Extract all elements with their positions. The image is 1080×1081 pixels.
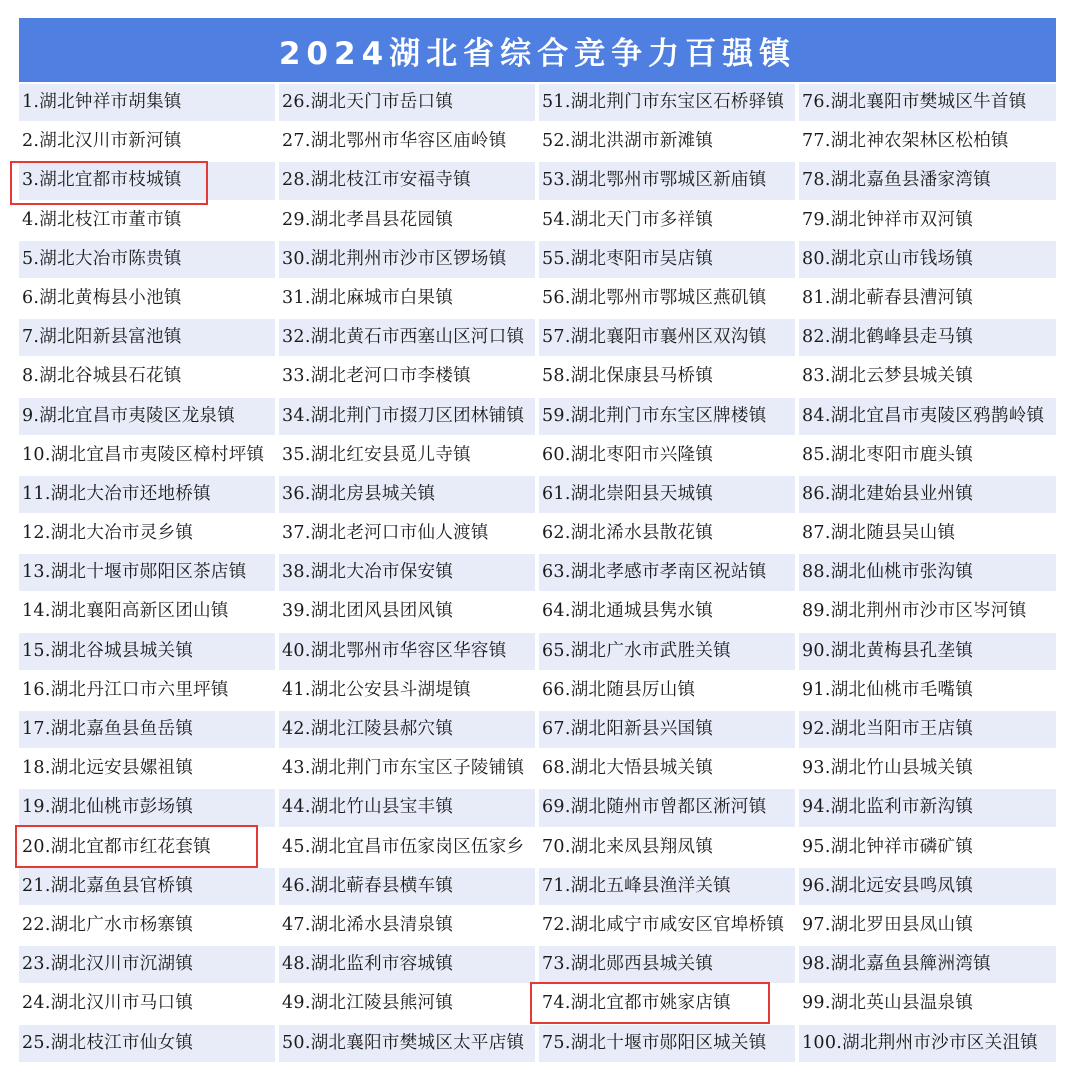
ranking-entry: 68.湖北大悟县城关镇 — [539, 750, 795, 787]
ranking-entry: 75.湖北十堰市郧阳区城关镇 — [539, 1025, 795, 1062]
ranking-entry: 70.湖北来凤县翔凤镇 — [539, 829, 795, 866]
ranking-entry: 88.湖北仙桃市张沟镇 — [799, 554, 1056, 591]
ranking-entry: 74.湖北宜都市姚家店镇 — [539, 985, 795, 1022]
ranking-entry: 33.湖北老河口市李楼镇 — [279, 358, 535, 395]
ranking-entry: 38.湖北大冶市保安镇 — [279, 554, 535, 591]
ranking-entry: 96.湖北远安县鸣凤镇 — [799, 868, 1056, 905]
ranking-entry: 12.湖北大冶市灵乡镇 — [19, 515, 275, 552]
ranking-entry: 94.湖北监利市新沟镇 — [799, 789, 1056, 826]
ranking-grid — [19, 84, 1056, 1063]
ranking-entry: 3.湖北宜都市枝城镇 — [19, 162, 275, 199]
ranking-entry: 91.湖北仙桃市毛嘴镇 — [799, 672, 1056, 709]
ranking-entry: 32.湖北黄石市西塞山区河口镇 — [279, 319, 535, 356]
ranking-entry: 16.湖北丹江口市六里坪镇 — [19, 672, 275, 709]
ranking-entry: 76.湖北襄阳市樊城区牛首镇 — [799, 84, 1056, 121]
ranking-entry: 80.湖北京山市钱场镇 — [799, 241, 1056, 278]
ranking-entry: 57.湖北襄阳市襄州区双沟镇 — [539, 319, 795, 356]
ranking-entry: 69.湖北随州市曾都区淅河镇 — [539, 789, 795, 826]
ranking-entry: 26.湖北天门市岳口镇 — [279, 84, 535, 121]
ranking-entry: 79.湖北钟祥市双河镇 — [799, 202, 1056, 239]
ranking-entry: 8.湖北谷城县石花镇 — [19, 358, 275, 395]
ranking-entry: 61.湖北崇阳县天城镇 — [539, 476, 795, 513]
ranking-entry: 21.湖北嘉鱼县官桥镇 — [19, 868, 275, 905]
ranking-entry: 78.湖北嘉鱼县潘家湾镇 — [799, 162, 1056, 199]
ranking-entry: 89.湖北荆州市沙市区岑河镇 — [799, 593, 1056, 630]
ranking-entry: 67.湖北阳新县兴国镇 — [539, 711, 795, 748]
ranking-entry: 77.湖北神农架林区松柏镇 — [799, 123, 1056, 160]
ranking-entry: 37.湖北老河口市仙人渡镇 — [279, 515, 535, 552]
ranking-entry: 35.湖北红安县觅儿寺镇 — [279, 437, 535, 474]
ranking-entry: 30.湖北荆州市沙市区锣场镇 — [279, 241, 535, 278]
ranking-entry: 90.湖北黄梅县孔垄镇 — [799, 633, 1056, 670]
ranking-entry: 2.湖北汉川市新河镇 — [19, 123, 275, 160]
ranking-entry: 58.湖北保康县马桥镇 — [539, 358, 795, 395]
ranking-entry: 1.湖北钟祥市胡集镇 — [19, 84, 275, 121]
ranking-entry: 54.湖北天门市多祥镇 — [539, 202, 795, 239]
ranking-entry: 51.湖北荆门市东宝区石桥驿镇 — [539, 84, 795, 121]
ranking-entry: 27.湖北鄂州市华容区庙岭镇 — [279, 123, 535, 160]
ranking-entry: 23.湖北汉川市沉湖镇 — [19, 946, 275, 983]
ranking-entry: 56.湖北鄂州市鄂城区燕矶镇 — [539, 280, 795, 317]
ranking-entry: 41.湖北公安县斗湖堤镇 — [279, 672, 535, 709]
ranking-entry: 92.湖北当阳市王店镇 — [799, 711, 1056, 748]
ranking-entry: 28.湖北枝江市安福寺镇 — [279, 162, 535, 199]
ranking-entry: 86.湖北建始县业州镇 — [799, 476, 1056, 513]
ranking-entry: 22.湖北广水市杨寨镇 — [19, 907, 275, 944]
ranking-entry: 11.湖北大冶市还地桥镇 — [19, 476, 275, 513]
ranking-entry: 6.湖北黄梅县小池镇 — [19, 280, 275, 317]
ranking-entry: 99.湖北英山县温泉镇 — [799, 985, 1056, 1022]
ranking-entry: 64.湖北通城县隽水镇 — [539, 593, 795, 630]
ranking-entry: 97.湖北罗田县凤山镇 — [799, 907, 1056, 944]
ranking-entry: 81.湖北蕲春县漕河镇 — [799, 280, 1056, 317]
page-title: 2024湖北省综合竞争力百强镇 — [19, 18, 1056, 82]
ranking-entry: 40.湖北鄂州市华容区华容镇 — [279, 633, 535, 670]
ranking-entry: 50.湖北襄阳市樊城区太平店镇 — [279, 1025, 535, 1062]
ranking-entry: 10.湖北宜昌市夷陵区樟村坪镇 — [19, 437, 275, 474]
ranking-entry: 4.湖北枝江市董市镇 — [19, 202, 275, 239]
ranking-entry: 15.湖北谷城县城关镇 — [19, 633, 275, 670]
ranking-entry: 31.湖北麻城市白果镇 — [279, 280, 535, 317]
ranking-entry: 24.湖北汉川市马口镇 — [19, 985, 275, 1022]
ranking-entry: 20.湖北宜都市红花套镇 — [19, 829, 275, 866]
ranking-entry: 44.湖北竹山县宝丰镇 — [279, 789, 535, 826]
ranking-entry: 93.湖北竹山县城关镇 — [799, 750, 1056, 787]
ranking-entry: 87.湖北随县吴山镇 — [799, 515, 1056, 552]
ranking-entry: 19.湖北仙桃市彭场镇 — [19, 789, 275, 826]
ranking-entry: 100.湖北荆州市沙市区关沮镇 — [799, 1025, 1056, 1062]
ranking-entry: 5.湖北大冶市陈贵镇 — [19, 241, 275, 278]
ranking-entry: 48.湖北监利市容城镇 — [279, 946, 535, 983]
ranking-entry: 36.湖北房县城关镇 — [279, 476, 535, 513]
ranking-entry: 13.湖北十堰市郧阳区茶店镇 — [19, 554, 275, 591]
ranking-entry: 85.湖北枣阳市鹿头镇 — [799, 437, 1056, 474]
ranking-entry: 66.湖北随县厉山镇 — [539, 672, 795, 709]
ranking-entry: 55.湖北枣阳市吴店镇 — [539, 241, 795, 278]
ranking-entry: 7.湖北阳新县富池镇 — [19, 319, 275, 356]
ranking-entry: 98.湖北嘉鱼县簰洲湾镇 — [799, 946, 1056, 983]
ranking-table — [19, 18, 1056, 1063]
ranking-entry: 62.湖北浠水县散花镇 — [539, 515, 795, 552]
ranking-entry: 42.湖北江陵县郝穴镇 — [279, 711, 535, 748]
ranking-entry: 14.湖北襄阳高新区团山镇 — [19, 593, 275, 630]
ranking-entry: 72.湖北咸宁市咸安区官埠桥镇 — [539, 907, 795, 944]
ranking-entry: 84.湖北宜昌市夷陵区鸦鹊岭镇 — [799, 398, 1056, 435]
ranking-entry: 73.湖北郧西县城关镇 — [539, 946, 795, 983]
ranking-entry: 29.湖北孝昌县花园镇 — [279, 202, 535, 239]
ranking-entry: 25.湖北枝江市仙女镇 — [19, 1025, 275, 1062]
ranking-entry: 59.湖北荆门市东宝区牌楼镇 — [539, 398, 795, 435]
ranking-entry: 95.湖北钟祥市磷矿镇 — [799, 829, 1056, 866]
ranking-entry: 39.湖北团风县团风镇 — [279, 593, 535, 630]
ranking-entry: 63.湖北孝感市孝南区祝站镇 — [539, 554, 795, 591]
ranking-entry: 82.湖北鹤峰县走马镇 — [799, 319, 1056, 356]
ranking-entry: 45.湖北宜昌市伍家岗区伍家乡 — [279, 829, 535, 866]
ranking-entry: 83.湖北云梦县城关镇 — [799, 358, 1056, 395]
ranking-entry: 47.湖北浠水县清泉镇 — [279, 907, 535, 944]
ranking-entry: 18.湖北远安县嫘祖镇 — [19, 750, 275, 787]
ranking-entry: 49.湖北江陵县熊河镇 — [279, 985, 535, 1022]
ranking-entry: 53.湖北鄂州市鄂城区新庙镇 — [539, 162, 795, 199]
ranking-entry: 60.湖北枣阳市兴隆镇 — [539, 437, 795, 474]
ranking-entry: 34.湖北荆门市掇刀区团林铺镇 — [279, 398, 535, 435]
ranking-entry: 65.湖北广水市武胜关镇 — [539, 633, 795, 670]
ranking-entry: 17.湖北嘉鱼县鱼岳镇 — [19, 711, 275, 748]
ranking-entry: 9.湖北宜昌市夷陵区龙泉镇 — [19, 398, 275, 435]
ranking-entry: 43.湖北荆门市东宝区子陵铺镇 — [279, 750, 535, 787]
ranking-entry: 71.湖北五峰县渔洋关镇 — [539, 868, 795, 905]
ranking-entry: 46.湖北蕲春县横车镇 — [279, 868, 535, 905]
ranking-entry: 52.湖北洪湖市新滩镇 — [539, 123, 795, 160]
